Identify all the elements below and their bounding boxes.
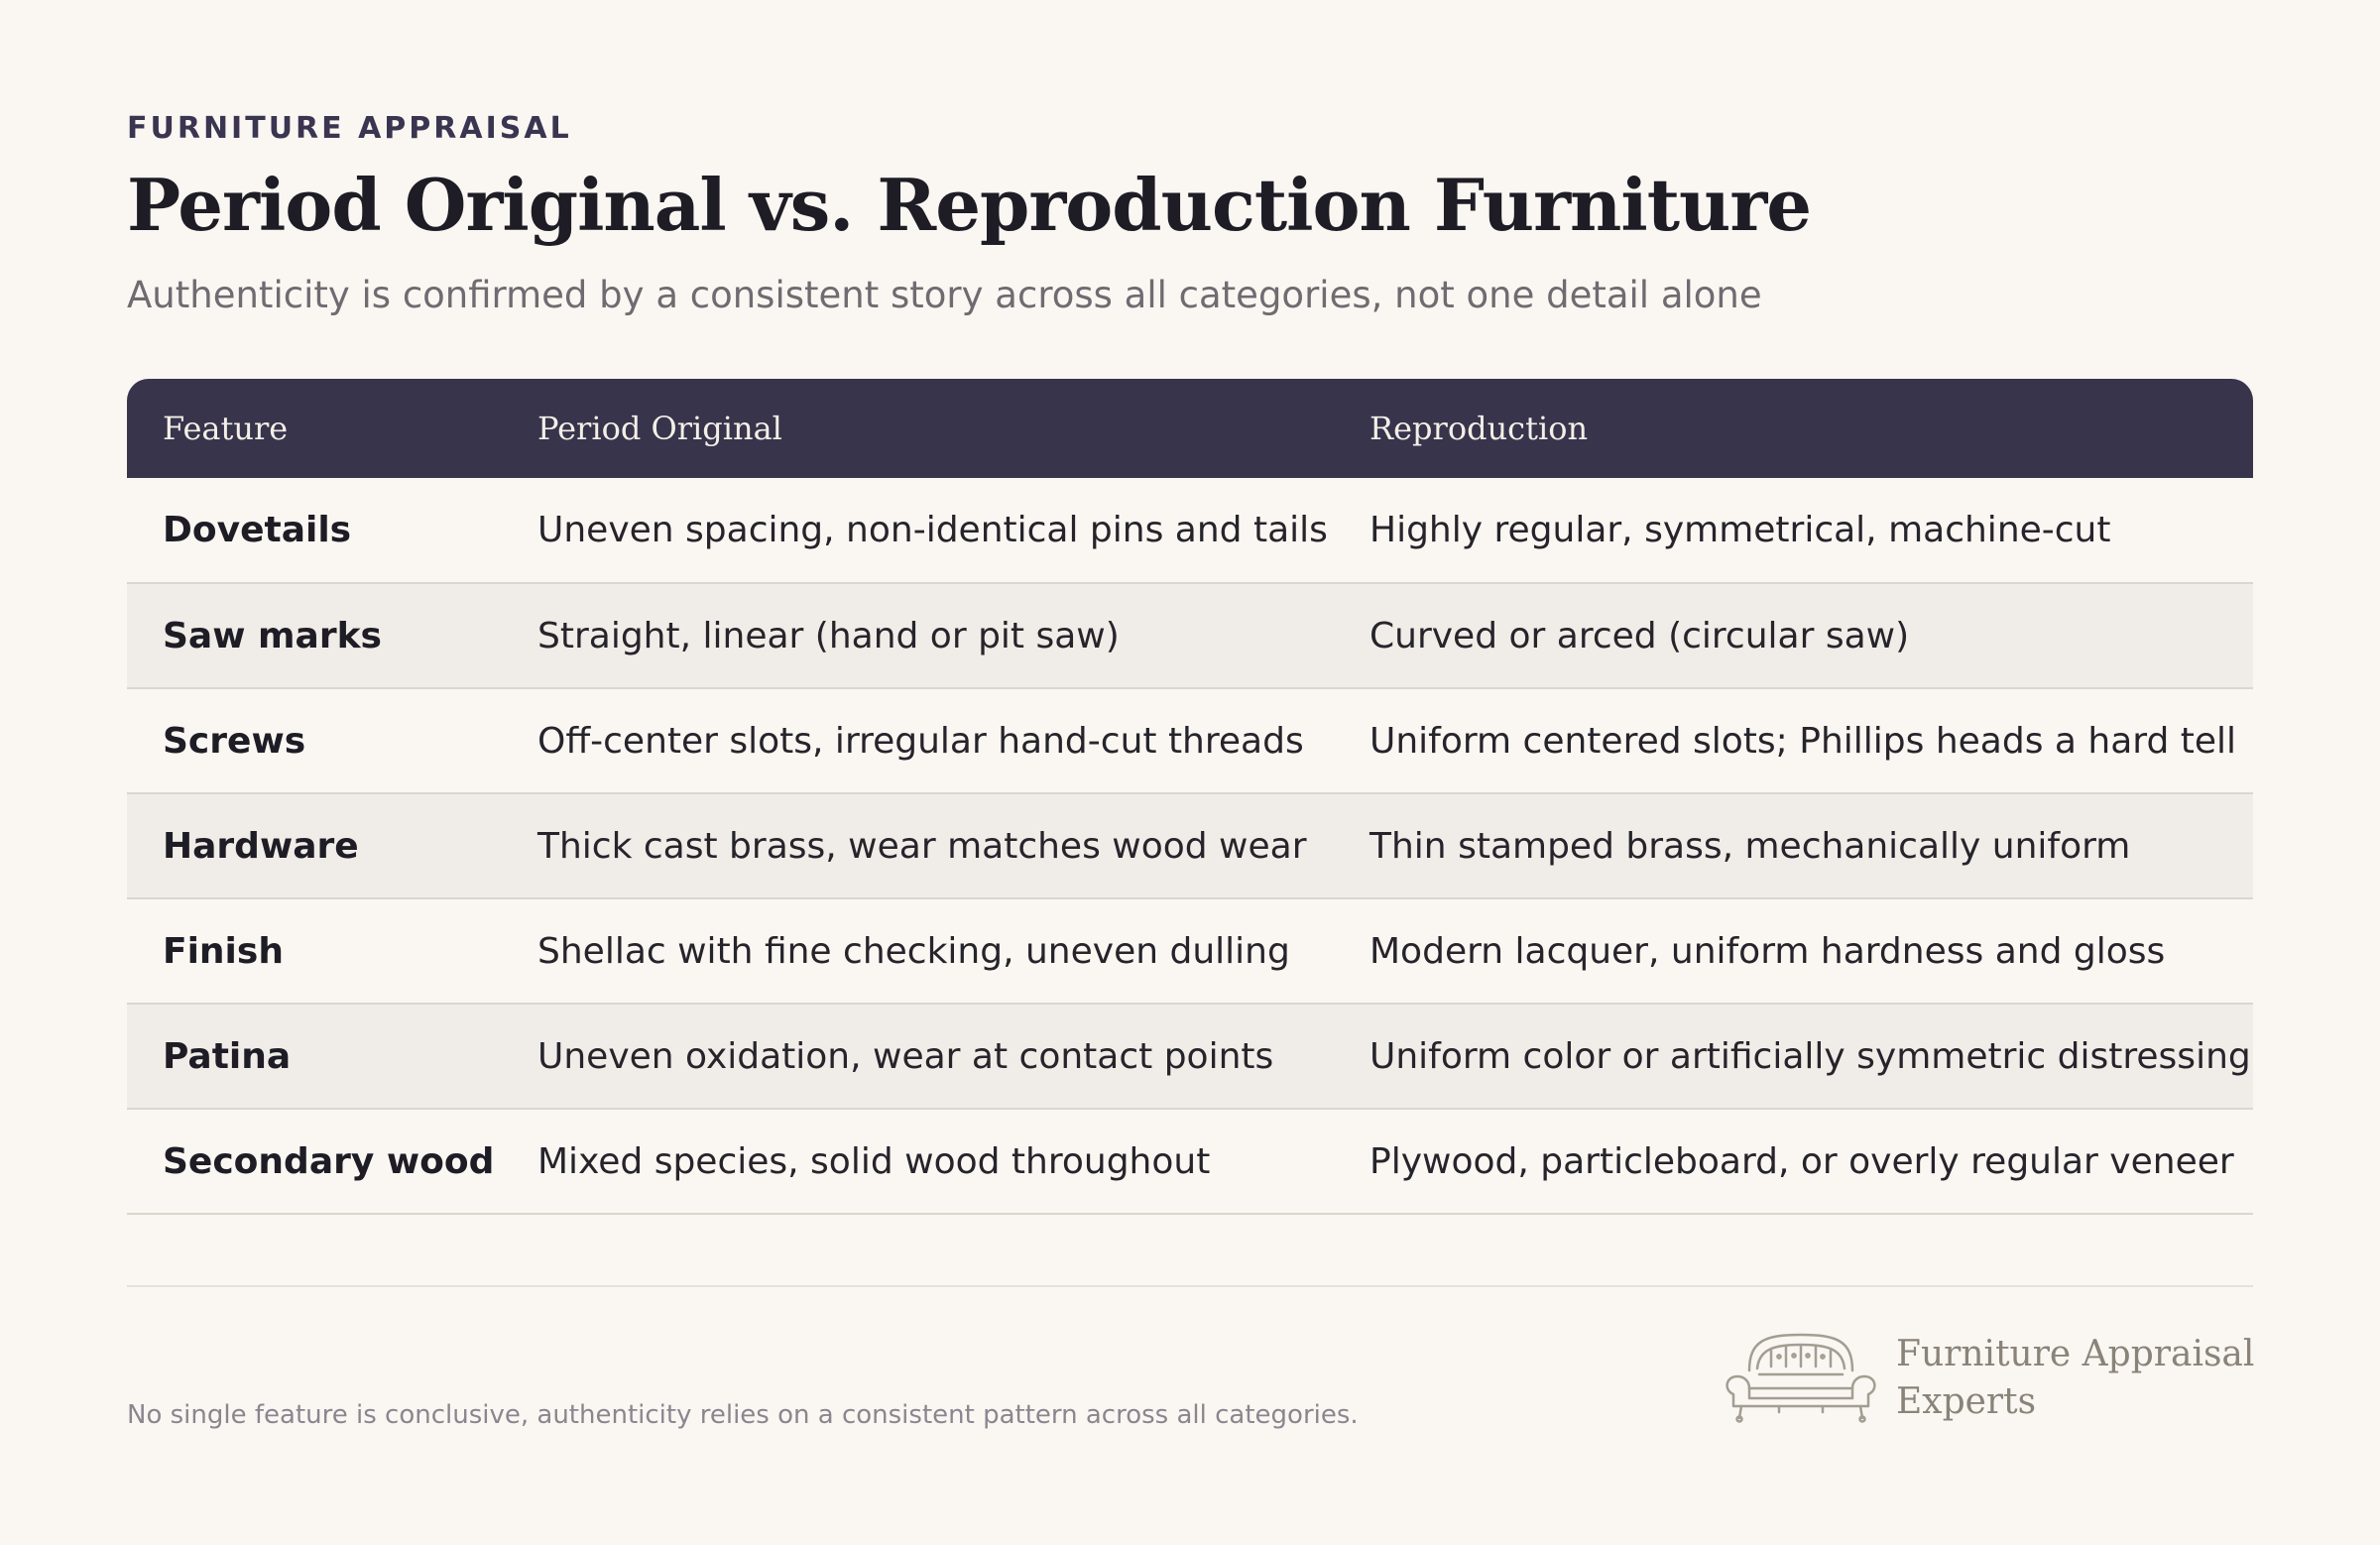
brand-name-line-1: Furniture Appraisal: [1896, 1334, 2255, 1374]
brand-name: [1896, 1331, 2254, 1426]
original-cell: Uneven oxidation, wear at contact points: [537, 1035, 1274, 1077]
reproduction-cell: Uniform centered slots; Phillips heads a hard tell: [1369, 720, 2237, 762]
footnote: No single feature is conclusive, authenticity relies on a consistent pattern across all categories.: [127, 1400, 1359, 1430]
table-row: [127, 688, 2253, 793]
table-row: [127, 1109, 2253, 1214]
sofa-icon: [1720, 1327, 1882, 1426]
feature-cell: Finish: [163, 930, 284, 972]
table-row: [127, 583, 2253, 688]
table-body: [127, 478, 2253, 1214]
reproduction-cell: Uniform color or artificially symmetric distressing: [1369, 1035, 2251, 1077]
reproduction-cell: Plywood, particleboard, or overly regular veneer: [1369, 1140, 2234, 1182]
brand-name-line-2: Experts: [1896, 1381, 2037, 1422]
feature-cell: Patina: [163, 1035, 292, 1077]
feature-cell: Hardware: [163, 825, 359, 867]
reproduction-cell: Highly regular, symmetrical, machine-cut: [1369, 510, 2111, 550]
original-cell: Thick cast brass, wear matches wood wear: [537, 825, 1307, 867]
feature-cell: Screws: [163, 720, 306, 762]
brand-logo: [1720, 1327, 2255, 1436]
table-header-row: [127, 379, 2253, 478]
page-subtitle: Authenticity is confirmed by a consistent story across all categories, not one detail alone: [127, 274, 1762, 316]
table-row: [127, 478, 2253, 583]
eyebrow-label: FURNITURE APPRAISAL: [127, 111, 572, 146]
table-row: [127, 898, 2253, 1004]
original-cell: Shellac with fine checking, uneven dulling: [537, 930, 1290, 972]
page-title: Period Original vs. Reproduction Furniture: [127, 163, 1812, 247]
feature-cell: Dovetails: [163, 510, 352, 550]
original-cell: Off-center slots, irregular hand-cut threads: [537, 720, 1304, 762]
column-header-reproduction: Reproduction: [1369, 410, 1589, 447]
reproduction-cell: Thin stamped brass, mechanically uniform: [1369, 825, 2131, 867]
column-header-feature: Feature: [163, 410, 289, 447]
original-cell: Mixed species, solid wood throughout: [537, 1140, 1211, 1182]
feature-cell: Secondary wood: [163, 1140, 495, 1182]
table-header: [127, 379, 2253, 478]
table-row: [127, 793, 2253, 898]
footer-divider: [127, 1285, 2253, 1287]
column-header-period-original: Period Original: [537, 410, 782, 447]
comparison-table: [127, 379, 2253, 1215]
feature-cell: Saw marks: [163, 615, 382, 656]
reproduction-cell: Modern lacquer, uniform hardness and gloss: [1369, 930, 2166, 972]
page: [127, 0, 2253, 1545]
original-cell: Uneven spacing, non-identical pins and tails: [537, 510, 1328, 550]
original-cell: Straight, linear (hand or pit saw): [537, 615, 1120, 656]
table-row: [127, 1004, 2253, 1109]
reproduction-cell: Curved or arced (circular saw): [1369, 615, 1910, 656]
